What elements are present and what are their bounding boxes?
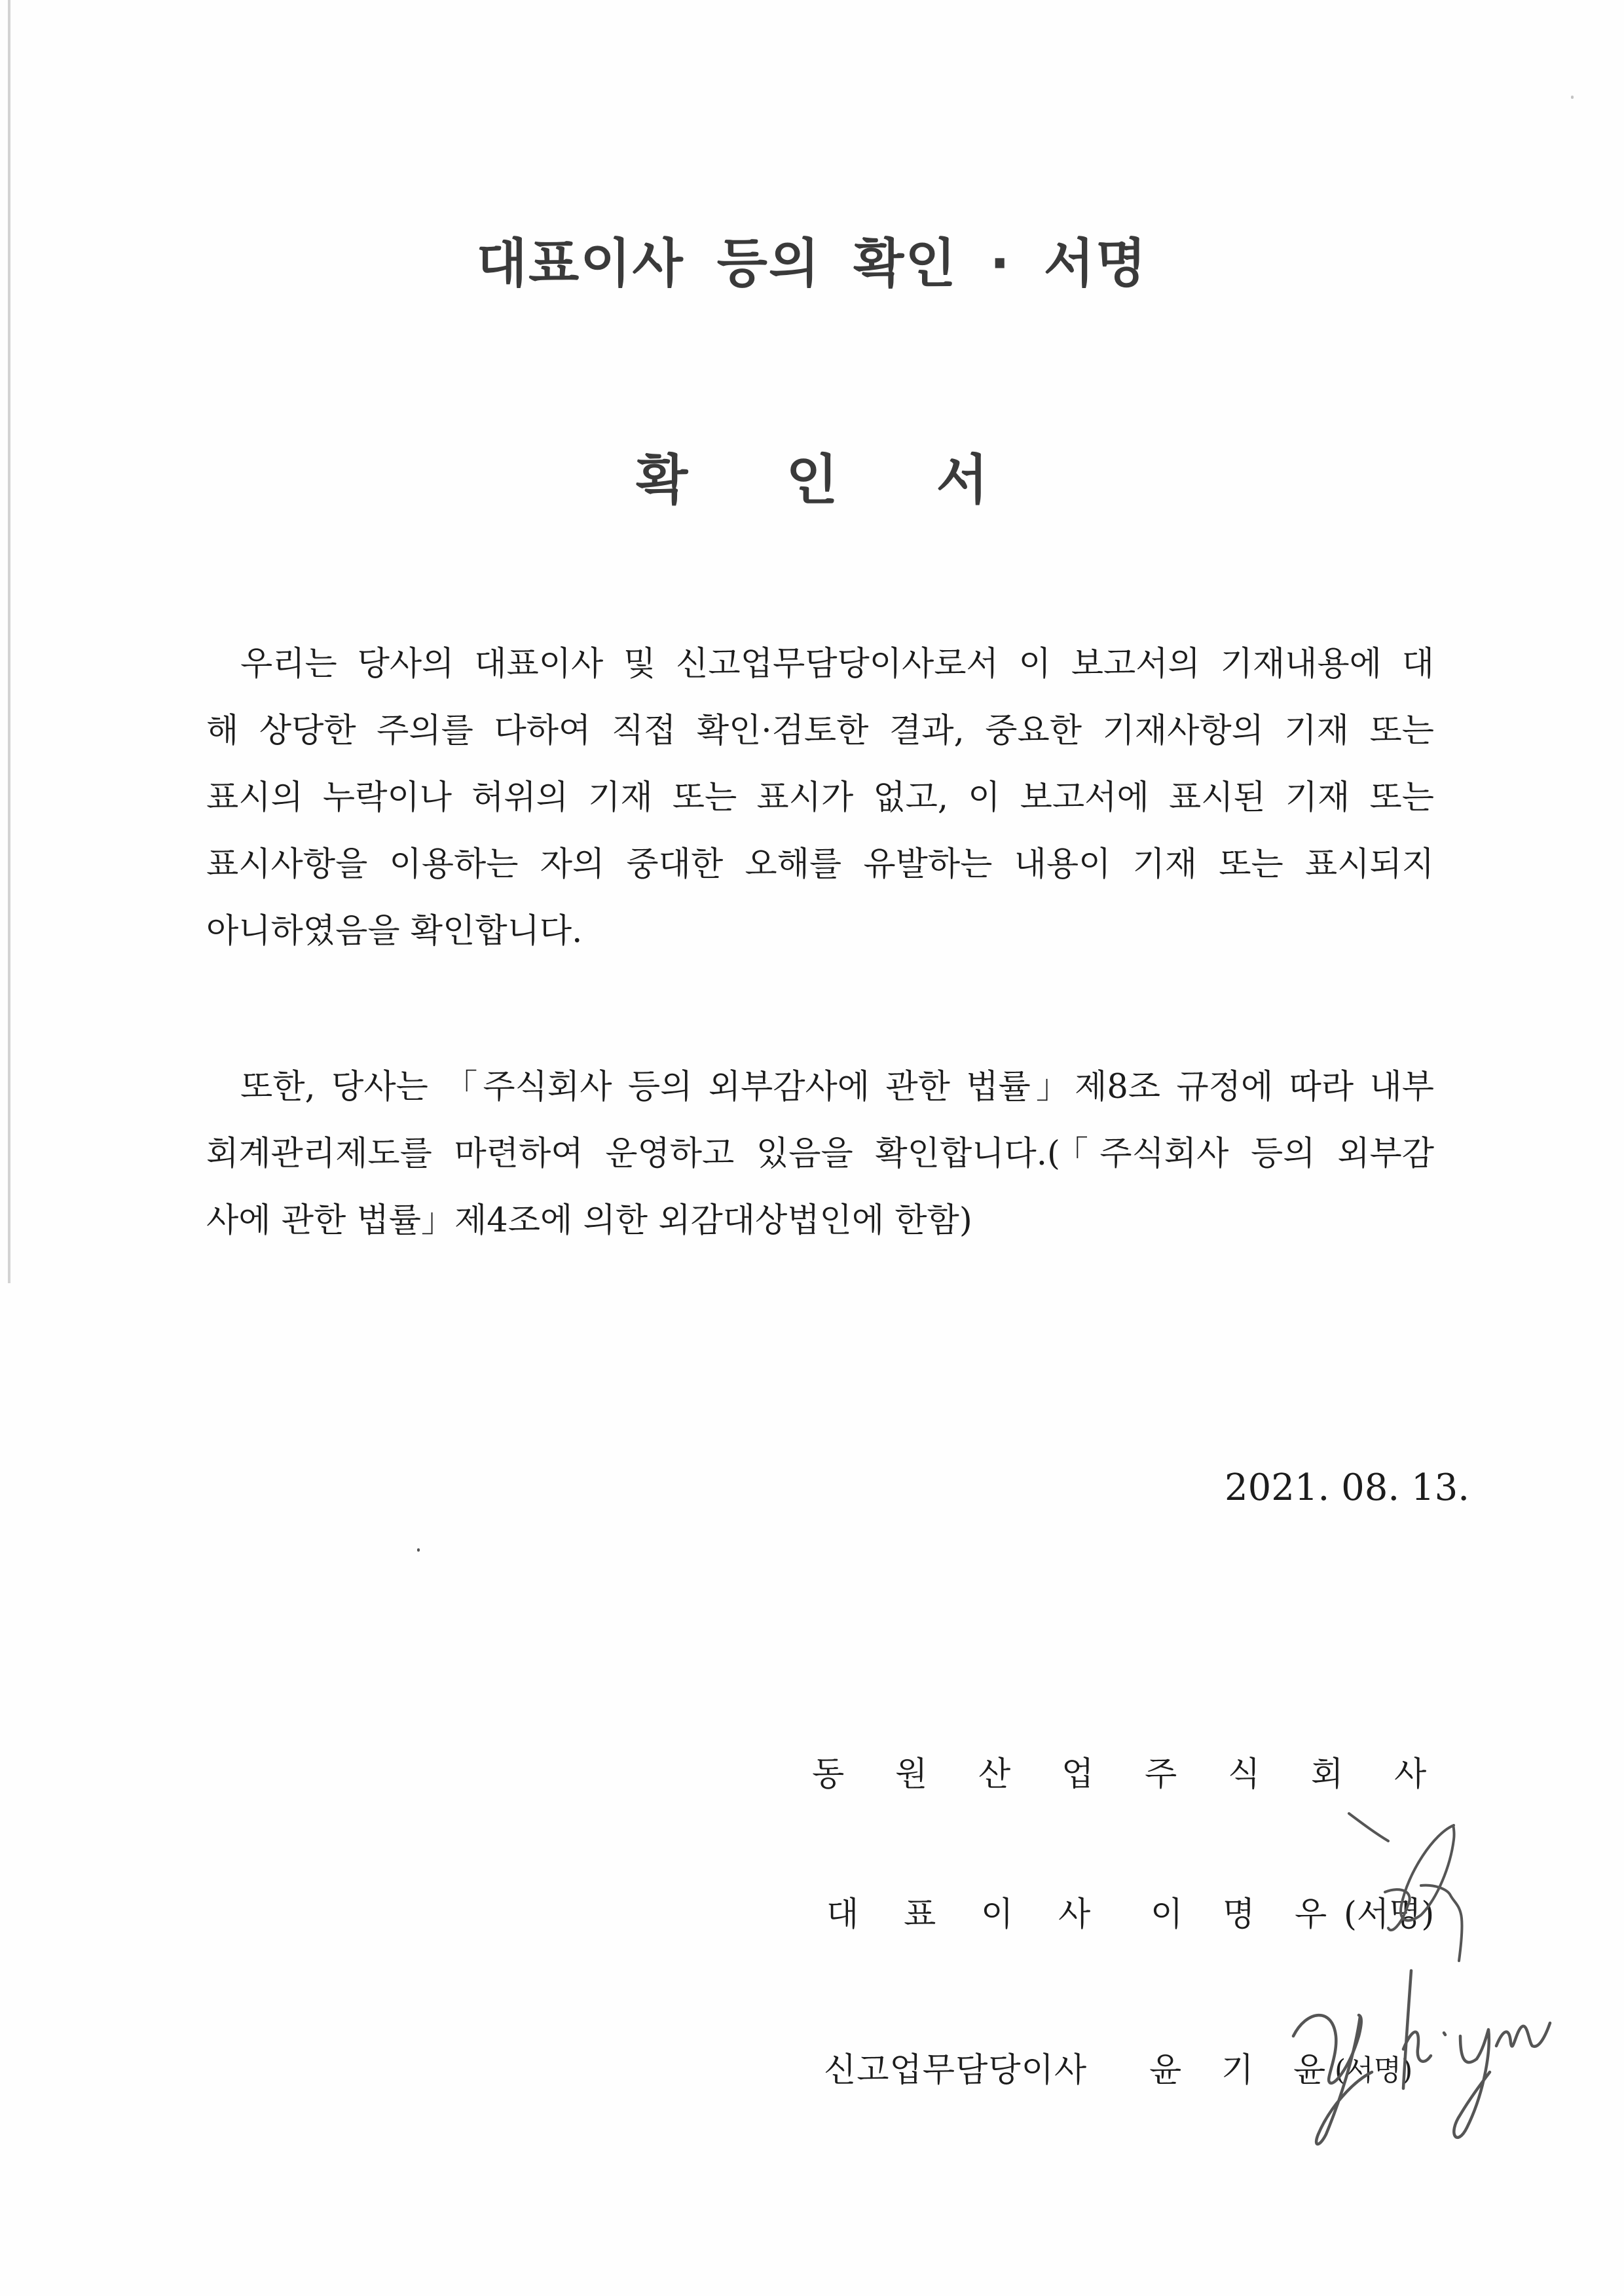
company-char: 업 [1061,1755,1094,1794]
heading-word: 서명 [1043,233,1148,294]
name-char: 우 [1295,1895,1327,1934]
title-char: 표 [904,1895,936,1934]
company-char: 동 [812,1755,845,1794]
document-title: 확인서 [636,449,1086,511]
heading-word: 대표이사 [476,233,684,294]
ceo-title [826,1895,1135,1934]
company-char: 식 [1228,1755,1261,1794]
confirmation-paragraph [206,631,1434,965]
name-char: 기 [1221,2051,1254,2090]
internal-control-paragraph [206,1054,1434,1254]
heading-word: 확인 [853,233,957,294]
paragraph-line: 사에 관한 법률」제4조에 의한 외감대상법인에 한함) [206,1201,972,1240]
company-char: 사 [1394,1755,1427,1794]
paragraph-line: 해 상당한 주의를 다하여 직접 확인·검토한 결과, 중요한 기재사항의 기재 또는 [206,712,1434,750]
ceo-handwritten-signature-icon [1323,1794,1493,1964]
company-name [812,1747,1477,1795]
paragraph-line: 우리는 당사의 대표이사 및 신고업무담당이사로서 이 보고서의 기재내용에 대 [240,645,1434,683]
name-char: 이 [1151,1895,1183,1934]
ceo-signatory-row [826,1887,1435,1935]
heading-separator: · [989,233,1011,294]
cfo-name [1149,2043,1365,2091]
scan-speck [1571,96,1574,99]
company-char: 주 [1145,1755,1177,1794]
ceo-name [1151,1887,1367,1935]
name-char: 명 [1223,1895,1255,1934]
document-heading [0,221,1624,297]
scan-edge-line [8,0,10,1283]
cfo-signature-label: (서명) [1335,2054,1413,2087]
document-date: 2021. 08. 13. [1225,1467,1470,1509]
title-char: 이 [981,1895,1014,1934]
cfo-title: 신고업무담당이사 [824,2051,1088,2090]
company-char: 회 [1311,1755,1344,1794]
name-char: 윤 [1293,2051,1326,2090]
paragraph-line: 표시사항을 이용하는 자의 중대한 오해를 유발하는 내용이 기재 또는 표시되지 [206,845,1434,884]
heading-word: 등의 [716,233,821,294]
company-char: 원 [895,1755,928,1794]
scan-speck [417,1548,420,1552]
paragraph-line: 회계관리제도를 마련하여 운영하고 있음을 확인합니다.(「주식회사 등의 외부감 [206,1135,1434,1173]
title-char: 대 [826,1895,859,1934]
paragraph-line: 아니하였음을 확인합니다. [206,912,583,951]
title-char: 사 [1058,1895,1091,1934]
name-char: 윤 [1149,2051,1182,2090]
company-char: 산 [978,1755,1011,1794]
cfo-signatory-row [824,2043,1413,2091]
paragraph-line: 또한, 당사는 「주식회사 등의 외부감사에 관한 법률」제8조 규정에 따라 내부 [240,1068,1434,1106]
paragraph-line: 표시의 누락이나 허위의 기재 또는 표시가 없고, 이 보고서에 표시된 기재 또는 [206,778,1434,817]
ceo-signature-label: (서명) [1344,1895,1435,1934]
